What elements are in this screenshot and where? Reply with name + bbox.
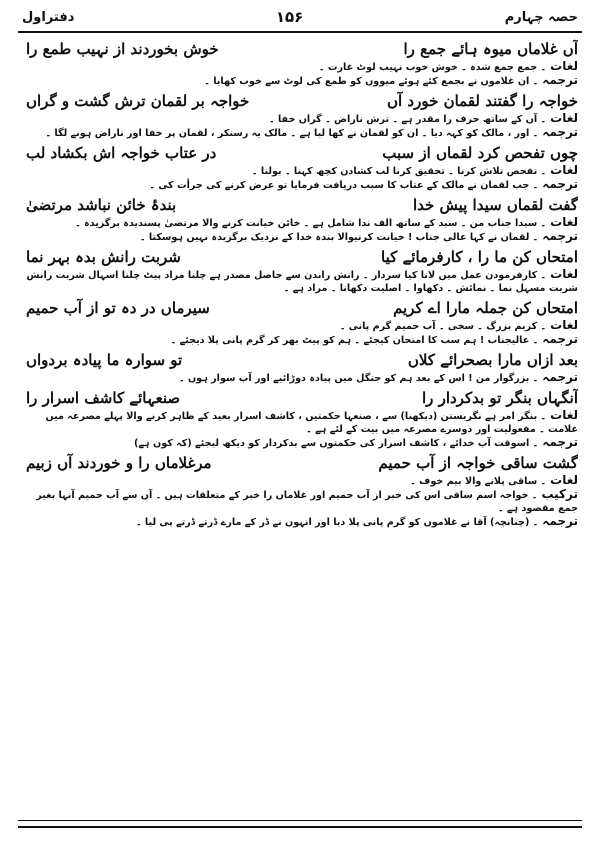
commentary-label: ترجمہ: [542, 73, 578, 87]
verse-couplet: [26, 347, 578, 371]
commentary-label: لغات: [550, 59, 578, 73]
commentary-paragraph: [26, 488, 578, 515]
commentary-paragraph: [26, 371, 578, 385]
footer-rule: [18, 820, 582, 821]
commentary-text: ۔ اور ، مالک کو کہہ دیا ۔ ان کو لقمان نے کھا لیا ہے ۔ مالک یہ رسنکر ، لقمان پر خفا اور ناراض ہونے لگا ۔: [45, 128, 539, 139]
verse-first-hemistich: آنگہاں بنگر تو بدکردار را: [421, 389, 578, 407]
running-header: [22, 4, 578, 30]
page-body: [26, 36, 578, 817]
commentary-paragraph: [26, 216, 578, 230]
verse-first-hemistich: آں غلاماں میوہ ہائے جمع را: [403, 40, 578, 58]
commentary-paragraph: [26, 178, 578, 192]
verse-second-hemistich: خواجہ بر لقمان ترش گشت و گراں: [26, 92, 250, 110]
commentary-paragraph: [26, 474, 578, 488]
commentary-paragraph: [26, 319, 578, 333]
verse-couplet: [26, 36, 578, 60]
commentary-text: ۔ لقمان نے کہا عالی جناب ! خیانت کرنیوالا بندہ خدا کے نزدیک برگزیدہ نہیں ہوسکتا ۔: [139, 232, 539, 243]
commentary-paragraph: [26, 436, 578, 450]
verse-first-hemistich: امتحاں کن ما را ، کارفرمائے کیا: [381, 248, 578, 266]
commentary-paragraph: [26, 60, 578, 74]
verse-couplet: [26, 385, 578, 409]
commentary-text: ۔ عالیجناب ! ہم سب کا امتحان کیجئے ۔ ہم کو پیٹ بھر کر گرم پانی پلا دیجئے ۔: [170, 335, 539, 346]
header-volume: دفتراول: [22, 9, 75, 25]
commentary-paragraph: [26, 409, 578, 436]
commentary-label: ترجمہ: [542, 514, 578, 528]
commentary-label: لغات: [550, 473, 578, 487]
commentary-label: لغات: [550, 111, 578, 125]
commentary-text: ۔ جمع جمع شدہ ۔ خوش خوب نہیب لوٹ غارت ۔: [318, 62, 547, 73]
commentary-text: ۔ خواجہ اسم ساقی اس کی خبر از آب حمیم اور غلاماں را خبر کے متعلقات ہیں ۔ آں سے آب حمیم آنہا بغیر جمع مقصود ہے ۔: [36, 490, 578, 514]
commentary-text: ۔ ان غلاموں نے بجمع کئے ہوئے میووں کو طمع کی لوٹ سے خوب کھایا ۔: [204, 76, 539, 87]
commentary-text: ۔ ساقی پلانے والا بیم خوف ۔: [410, 476, 547, 487]
commentary-label: لغات: [550, 163, 578, 177]
verse-couplet: [26, 192, 578, 216]
commentary-text: ۔ جب لقمان نے مالک کے عتاب کا سبب دریافت فرمایا تو عرض کرنے کی جرأت کی ۔: [149, 180, 539, 191]
commentary-paragraph: [26, 230, 578, 244]
verse-second-hemistich: در عتاب خواجہ اش بکشاد لب: [26, 144, 217, 162]
verse-second-hemistich: مرغلاماں را و خوردند آں زبیم: [26, 454, 212, 472]
verse-second-hemistich: صنعہائے کاشف اسرار را: [26, 389, 181, 407]
commentary-paragraph: [26, 126, 578, 140]
commentary-text: ۔ اسوقت آپ خدائے ، کاشف اسرار کی حکمتوں سے بدکردار کو دیکھ لیجئے (کہ کون ہے): [134, 438, 539, 449]
verse-couplet: [26, 295, 578, 319]
verse-first-hemistich: خواجہ را گفتند لقمان خورد آں: [387, 92, 578, 110]
commentary-text: ۔ کریم بزرگ ۔ سخی ۔ آب حمیم گرم پانی ۔: [339, 321, 547, 332]
verse-couplet: [26, 450, 578, 474]
verse-first-hemistich: چوں تفحص کرد لقماں از سبب: [382, 144, 578, 162]
header-rule: [18, 31, 582, 33]
commentary-label: لغات: [550, 408, 578, 422]
commentary-paragraph: [26, 74, 578, 88]
commentary-paragraph: [26, 164, 578, 178]
commentary-label: ترجمہ: [542, 435, 578, 449]
commentary-text: ۔ کارفرمودن عمل میں لانا کیا سردار ۔ رانش راندن سے حاصل مصدر ہے چلنا مراد پیٹ چلنا اسہال شربت رانش شربت مسہل نما ۔ نمائش ۔ دکھاوا ۔ اصلیت دکھانا ۔ مراد ہے ۔: [26, 270, 578, 294]
header-part: حصہ چہارم: [504, 9, 578, 25]
commentary-label: لغات: [550, 318, 578, 332]
commentary-text: ۔ آں کے ساتھ حرف را مقدر ہے ۔ ترش ناراض ۔ گراں خفا ۔: [268, 114, 547, 125]
footer-rule-thick: [18, 826, 582, 828]
commentary-label: لغات: [550, 215, 578, 229]
commentary-label: ترجمہ: [542, 370, 578, 384]
commentary-paragraph: [26, 515, 578, 529]
commentary-paragraph: [26, 112, 578, 126]
commentary-label: لغات: [550, 267, 578, 281]
verse-first-hemistich: امتحاں کن جملہ مارا اے کریم: [393, 299, 578, 317]
commentary-text: ۔ بنگر امر ہے نگریستن (دیکھنا) سے ، صنعہا حکمتیں ، کاشف اسرار بعید کے ظاہر کرنے والا پہلے مصرعہ میں علامت ۔ مفعولیت اور دوسرے مصرعہ میں بیت کے لئے ہے ۔: [45, 411, 578, 435]
verse-first-hemistich: گشت ساقی خواجہ از آب حمیم: [378, 454, 578, 472]
commentary-text: ۔ سیدا جناب من ۔ سید کے ساتھ الف ندا شامل ہے ۔ خائن خیانت کرنے والا مرتضیٰ پسندیدہ برگزیدہ ۔: [75, 218, 547, 229]
commentary-text: ۔ تفحص تلاش کرنا ۔ تحقیق کرنا لب کشادن کچھ کہنا ۔ بولنا ۔: [251, 166, 547, 177]
verse-second-hemistich: سیرماں در دہ تو از آب حمیم: [26, 299, 210, 317]
verse-first-hemistich: بعد ازاں مارا بصحرائے کلاں: [407, 351, 578, 369]
commentary-paragraph: [26, 268, 578, 295]
verse-second-hemistich: شربت رانش بدہ بہر نما: [26, 248, 181, 266]
verse-second-hemistich: بندۂ خائن نباشد مرتضیٰ: [26, 196, 177, 214]
commentary-label: ترجمہ: [542, 332, 578, 346]
page-number: ۱۵۶: [275, 8, 304, 26]
commentary-paragraph: [26, 333, 578, 347]
verse-couplet: [26, 140, 578, 164]
verse-couplet: [26, 244, 578, 268]
commentary-text: ۔ بزرگوار من ! اس کے بعد ہم کو جنگل میں پیادہ دوڑائیے اور آپ سوار ہوں ۔: [179, 373, 539, 384]
verse-first-hemistich: گفت لقماں سیدا پیش خدا: [412, 196, 578, 214]
commentary-label: ترکیب: [541, 487, 578, 501]
verse-couplet: [26, 88, 578, 112]
commentary-label: ترجمہ: [542, 177, 578, 191]
verse-second-hemistich: خوش بخوردند از نہیب طمع را: [26, 40, 219, 58]
commentary-label: ترجمہ: [542, 125, 578, 139]
commentary-label: ترجمہ: [542, 229, 578, 243]
commentary-text: ۔ (چنانچہ) آقا نے غلاموں کو گرم پانی پلا دیا اور انہوں نے ڈر کے مارے ڈرتے ڈرتے پی لیا ۔: [135, 517, 539, 528]
verse-second-hemistich: تو سوارہ ما پیادہ بردواں: [26, 351, 183, 369]
